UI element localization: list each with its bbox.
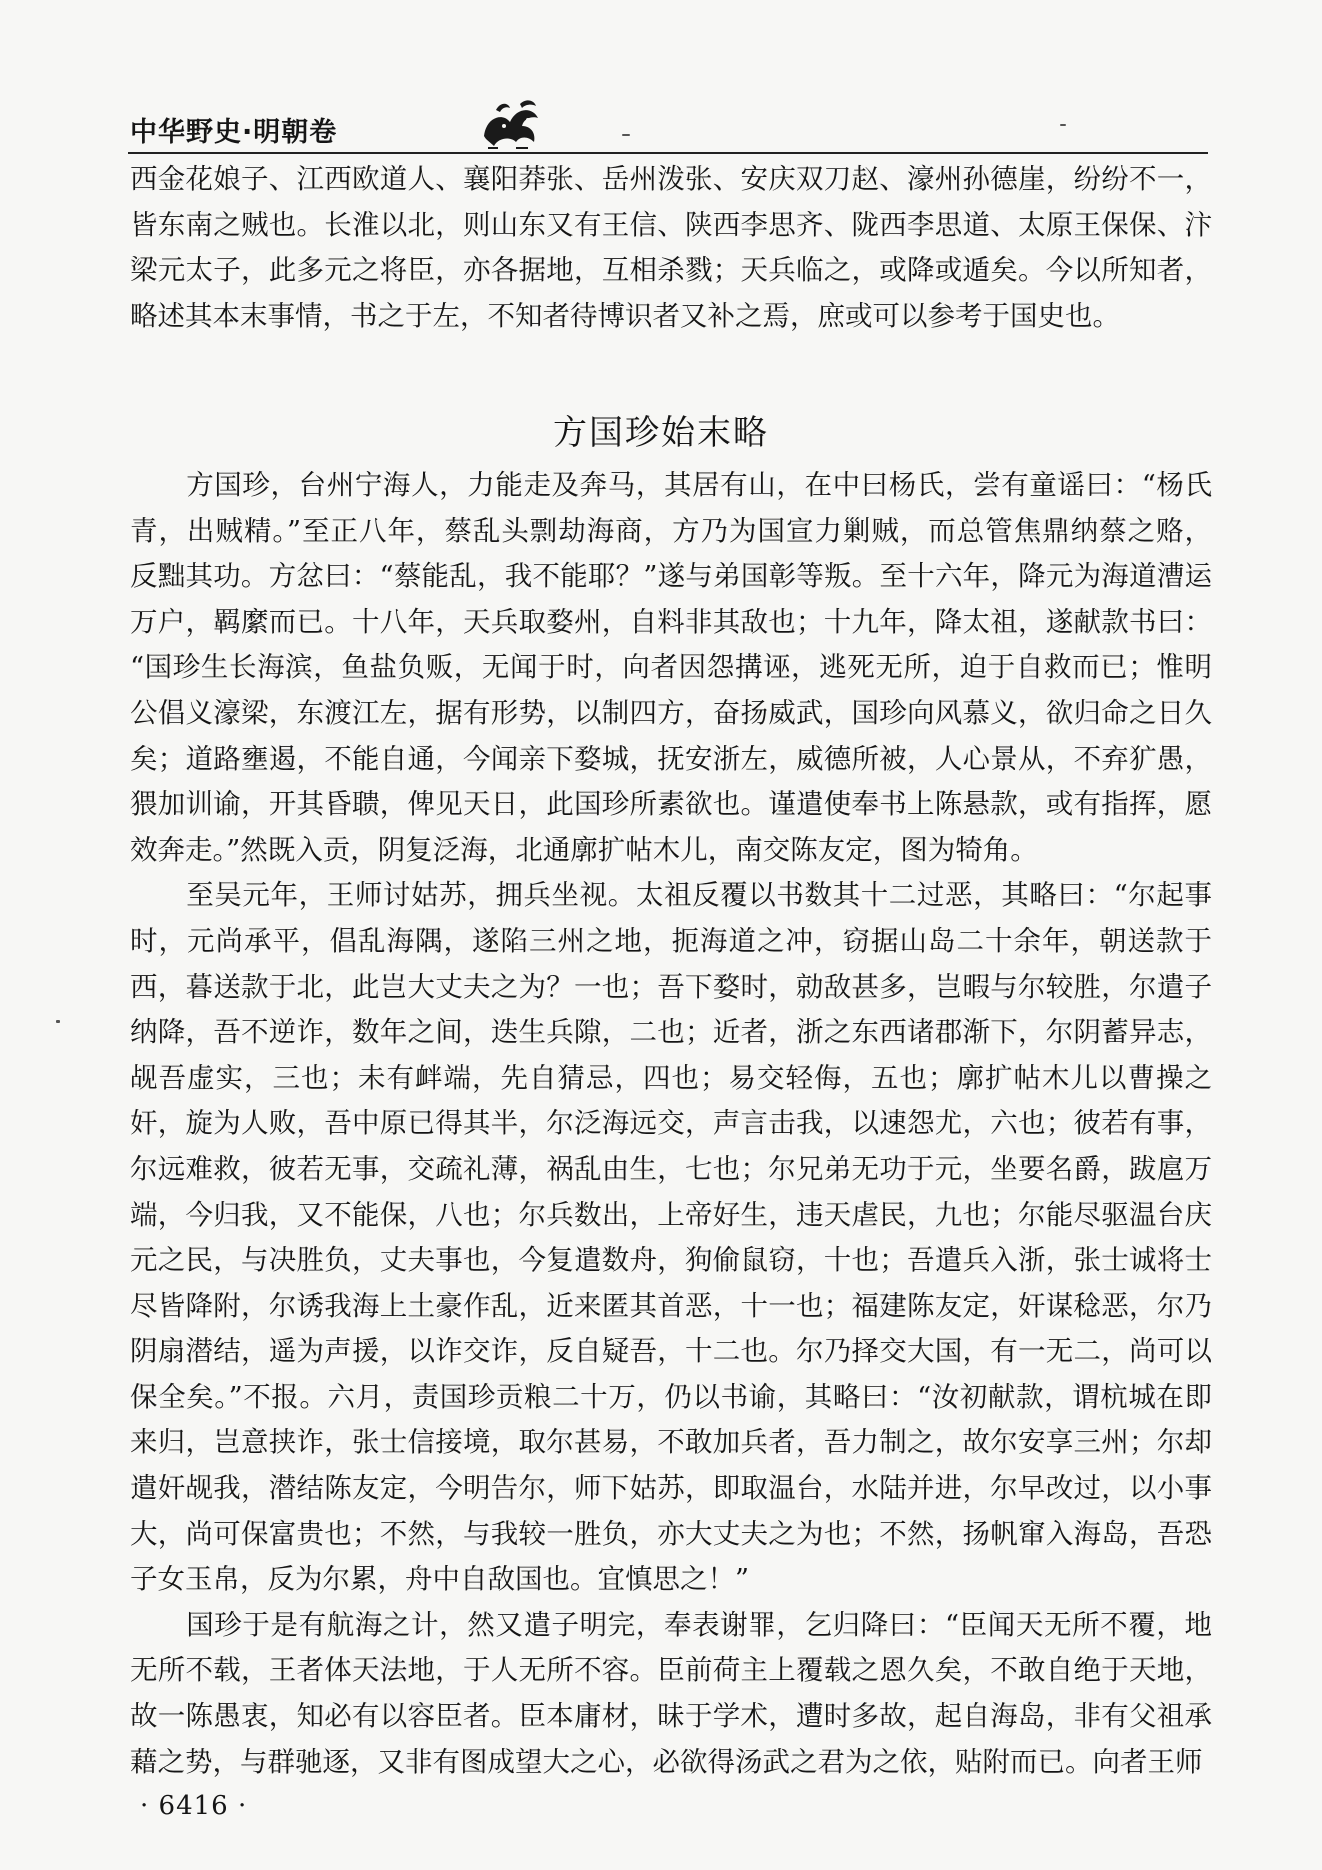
- section-title: 方国珍始末略: [553, 413, 769, 453]
- text-line: 反黜其功。方忿曰：“蔡能乱，我不能耶？”遂与弟国彰等叛。至十六年，降元为海道漕运: [130, 560, 1212, 593]
- text-line: 尽皆降附，尔诱我海上土豪作乱，近来匿其首恶，十一也；福建陈友定，奸谋稔恶，尔乃: [130, 1289, 1212, 1322]
- text-line: “国珍生长海滨，鱼盐负贩，无闻于时，向者因怨搆诬，逃死无所，迫于自救而已；惟明: [130, 651, 1212, 684]
- text-line: 纳降，吾不逆诈，数年之间，迭生兵隙，二也；近者，浙之东西诸郡渐下，尔阴蓄异志，: [130, 1016, 1212, 1049]
- text-line: 阴扇潜结，遥为声援，以诈交诈，反自疑吾，十二也。尔乃择交大国，有一无二，尚可以: [130, 1335, 1212, 1368]
- text-line: 遣奸觇我，潜结陈友定，今明告尔，师下姑苏，即取温台，水陆并进，尔早改过，以小事: [130, 1472, 1212, 1505]
- text-line: 矣；道路壅遏，不能自通，今闻亲下婺城，抚安浙左，威德所被，人心景从，不弃犷愚，: [130, 742, 1212, 775]
- text-line: 藉之势，与群驰逐，又非有图成望大之心，必欲得汤武之君为之依，贴附而已。向者王师: [130, 1745, 1203, 1778]
- book-title: 中华野史·明朝卷: [130, 117, 338, 148]
- text-line: 效奔走。”然既入贡，阴复泛海，北通廓扩帖木儿，南交陈友定，图为犄角。: [130, 833, 1038, 866]
- intro-paragraph: [130, 157, 1212, 339]
- text-line: 保全矣。”不报。六月，责国珍贡粮二十万，仍以书谕，其略曰：“汝初献款，谓杭城在即: [130, 1380, 1212, 1413]
- text-line: 时，元尚承平，倡乱海隅，遂陷三州之地，扼海道之冲，窃据山岛二十余年，朝送款于: [130, 924, 1212, 957]
- dragon-emblem-icon: [476, 96, 546, 156]
- text-line: 尔远难救，彼若无事，交疏礼薄，祸乱由生，七也；尔兄弟无功于元，坐要名爵，跋扈万: [130, 1152, 1212, 1185]
- text-line: 大，尚可保富贵也；不然，与我较一胜负，亦大丈夫之为也；不然，扬帆窜入海岛，吾恐: [130, 1517, 1212, 1550]
- text-line: 梁元太子，此多元之将臣，亦各据地，互相杀戮；天兵临之，或降或遁矣。今以所知者，: [130, 254, 1212, 287]
- text-line: 元之民，与决胜负，丈夫事也，今复遣数舟，狗偷鼠窃，十也；吾遣兵入浙，张士诚将士: [130, 1244, 1212, 1277]
- scan-speck: [56, 1020, 60, 1023]
- scan-speck: [1060, 124, 1066, 126]
- page-number: · 6416 ·: [140, 1791, 248, 1821]
- text-line: 端，今归我，又不能保，八也；尔兵数出，上帝好生，违天虐民，九也；尔能尽驱温台庆: [130, 1198, 1212, 1231]
- text-line: 故一陈愚衷，知必有以容臣者。臣本庸材，昧于学术，遭时多故，起自海岛，非有父祖承: [130, 1700, 1212, 1733]
- text-line: 猥加训谕，开其昏聩，俾见天日，此国珍所素欲也。谨遣使奉书上陈悬款，或有指挥，愿: [130, 788, 1212, 821]
- text-line: 西，暮送款于北，此岂大丈夫之为？一也；吾下婺时，勍敌甚多，岂暇与尔较胜，尔遣子: [130, 970, 1212, 1003]
- text-line: 万户，羁縻而已。十八年，天兵取婺州，自料非其敌也；十九年，降太祖，遂献款书曰：: [130, 605, 1212, 638]
- text-line: 奸，旋为人败，吾中原已得其半，尔泛海远交，声言击我，以速怨尤，六也；彼若有事，: [130, 1107, 1212, 1140]
- text-line: 觇吾虚实，三也；未有衅端，先自猜忌，四也；易交轻侮，五也；廓扩帖木儿以曹操之: [130, 1061, 1212, 1094]
- text-line: 至吴元年，王师讨姑苏，拥兵坐视。太祖反覆以书数其十二过恶，其略曰：“尔起事: [130, 879, 1212, 912]
- header-rule: [128, 152, 1208, 154]
- scan-speck: [622, 134, 630, 136]
- text-line: 无所不载，王者体天法地，于人无所不容。臣前荷主上覆载之恩久矣，不敢自绝于天地，: [130, 1654, 1212, 1687]
- text-line: 青，出贼精。”至正八年，蔡乱头剽劫海商，方乃为国宣力剿贼，而总管焦鼎纳蔡之赂，: [130, 514, 1212, 547]
- text-line: 公倡义濠梁，东渡江左，据有形势，以制四方，奋扬威武，国珍向风慕义，欲归命之日久: [130, 696, 1212, 729]
- text-line: 方国珍，台州宁海人，力能走及奔马，其居有山，在中曰杨氏，尝有童谣曰：“杨氏: [130, 469, 1212, 501]
- main-text: [130, 463, 1212, 1785]
- text-line: 国珍于是有航海之计，然又遣子明完，奉表谢罪，乞归降曰：“臣闻天无所不覆，地: [130, 1608, 1212, 1641]
- text-line: 西金花娘子、江西欧道人、襄阳莽张、岳州泼张、安庆双刀赵、濠州孙德崖，纷纷不一，: [130, 163, 1212, 195]
- text-line: 略述其本末事情，书之于左，不知者待博识者又补之焉，庶或可以参考于国史也。: [130, 299, 1120, 332]
- text-line: 来归，岂意挟诈，张士信接境，取尔甚易，不敢加兵者，吾力制之，故尔安享三州；尔却: [130, 1426, 1212, 1459]
- text-line: 皆东南之贼也。长淮以北，则山东又有王信、陕西李思齐、陇西李思道、太原王保保、汴: [130, 208, 1212, 241]
- text-line: 子女玉帛，反为尔累，舟中自敌国也。宜慎思之！”: [130, 1563, 750, 1596]
